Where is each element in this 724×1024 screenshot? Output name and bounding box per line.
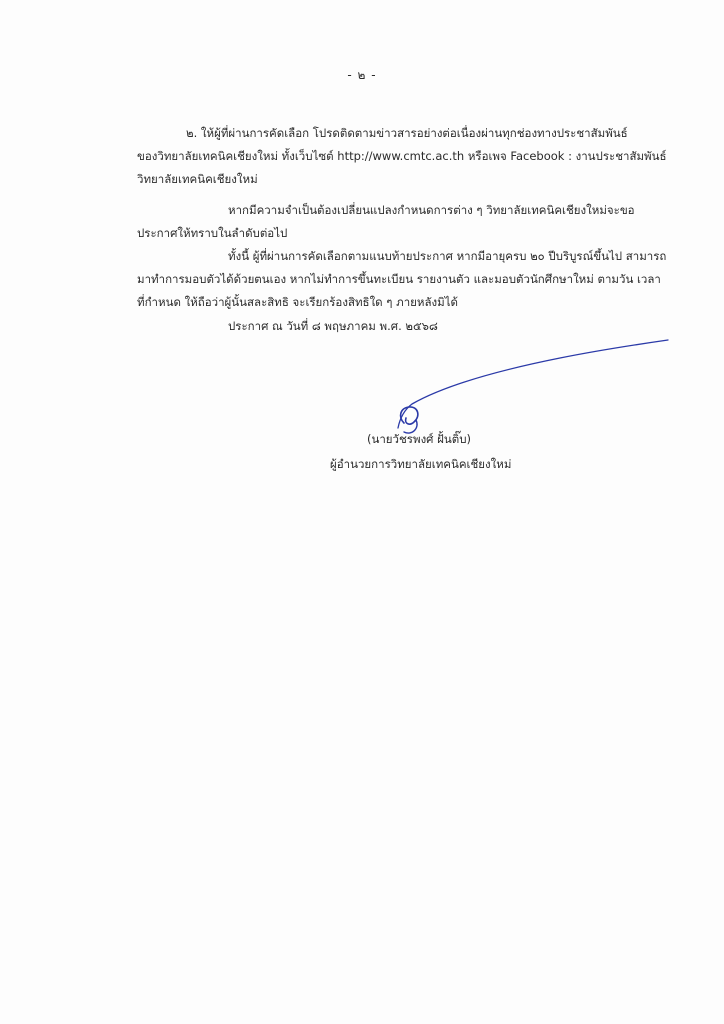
paragraph-age-condition <box>137 245 682 314</box>
signer-name: (นายวัชรพงศ์ ฝั้นติ๊บ) <box>367 432 471 446</box>
paragraph-line: วิทยาลัยเทคนิคเชียงใหม่ <box>137 172 258 186</box>
page-number: - ๒ - <box>347 68 377 82</box>
paragraph-line: ของวิทยาลัยเทคนิคเชียงใหม่ ทั้งเว็บไซต์ http://www.cmtc.ac.th หรือเพจ Facebook : งานประชาสัมพันธ์ <box>137 149 667 163</box>
paragraph-line: ทั้งนี้ ผู้ที่ผ่านการคัดเลือกตามแนบท้ายประกาศ หากมีอายุครบ ๒๐ ปีบริบูรณ์ขึ้นไป สามารถ <box>228 249 667 263</box>
signer-title: ผู้อำนวยการวิทยาลัยเทคนิคเชียงใหม่ <box>330 457 512 471</box>
paragraph-follow-news <box>137 122 682 191</box>
paragraph-schedule-change <box>137 199 682 245</box>
paragraph-line: ๒. ให้ผู้ที่ผ่านการคัดเลือก โปรดติดตามข่าวสารอย่างต่อเนื่องผ่านทุกช่องทางประชาสัมพันธ์ <box>186 126 628 140</box>
signature-stroke <box>398 340 668 428</box>
paragraph-line: หากมีความจำเป็นต้องเปลี่ยนแปลงกำหนดการต่าง ๆ วิทยาลัยเทคนิคเชียงใหม่จะขอ <box>228 203 635 217</box>
paragraph-line: ประกาศให้ทราบในลำดับต่อไป <box>137 226 288 240</box>
paragraph-line: ที่กำหนด ให้ถือว่าผู้นั้นสละสิทธิ จะเรียกร้องสิทธิใด ๆ ภายหลังมิได้ <box>137 295 458 309</box>
signature-loop <box>401 407 418 424</box>
paragraph-line: มาทำการมอบตัวได้ด้วยตนเอง หากไม่ทำการขึ้นทะเบียน รายงานตัว และมอบตัวนักศึกษาใหม่ ตามวัน เวลา <box>137 272 661 286</box>
announcement-date: ประกาศ ณ วันที่ ๘ พฤษภาคม พ.ศ. ๒๕๖๘ <box>228 319 438 333</box>
